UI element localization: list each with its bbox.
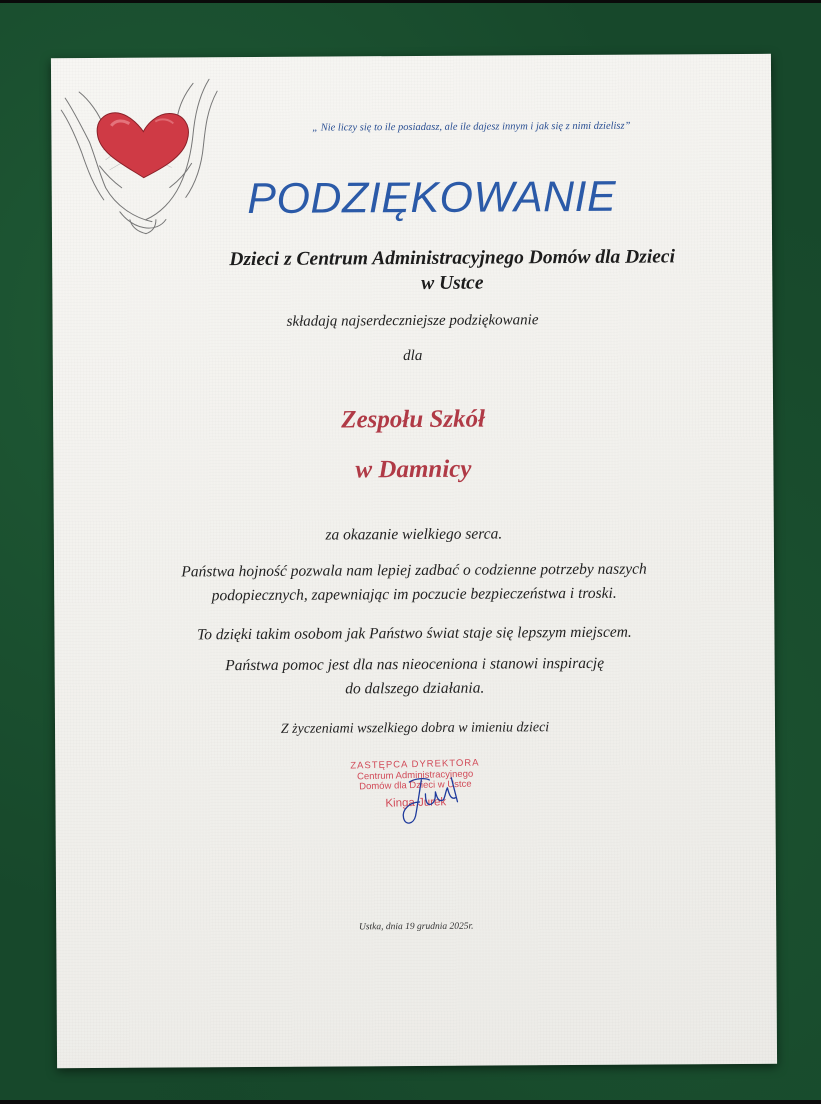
closing-text: Z życzeniami wszelkiego dobra w imieniu dzieci: [280, 720, 550, 737]
paragraph-3-line-1: Państwa pomoc jest dla nas nieoceniona i stanowi inspirację: [225, 654, 605, 675]
recipient-line-1: Zespołu Szkół: [341, 405, 486, 434]
sender-line-2: w Ustce: [421, 272, 484, 294]
sender-line-1: Dzieci z Centrum Administracyjnego Domów dla Dzieci: [229, 246, 676, 271]
paragraph-3-line-2: do dalszego działania.: [345, 679, 485, 698]
recipient-line-2: w Damnicy: [355, 455, 472, 484]
certificate-paper: [51, 54, 777, 1068]
paragraph-1-line-1: Państwa hojność pozwala nam lepiej zadbać o codzienne potrzeby naszych: [181, 560, 647, 581]
stamp-org-line-1: Centrum Administracyjnego: [356, 768, 474, 782]
paragraph-2: To dzięki takim osobom jak Państwo świat staje się lepszym miejscem.: [197, 623, 632, 644]
document-title: PODZIĘKOWANIE: [247, 172, 617, 224]
stamp-name: Kinga Jurek: [385, 795, 447, 810]
intro-text: składają najserdeczniejsze podziękowanie: [286, 312, 539, 330]
paragraph-1-line-2: podopiecznych, zapewniając im poczucie bezpieczeństwa i troski.: [211, 584, 617, 605]
stamp-role: ZASTĘPCA DYREKTORA: [350, 757, 480, 772]
motto-quote: „ Nie liczy się to ile posiadasz, ale ile dajesz innym i jak się z nimi dzielisz”: [312, 120, 631, 134]
date-place: Ustka, dnia 19 grudnia 2025r.: [358, 921, 474, 933]
for-word: dla: [403, 347, 423, 365]
reason-text: za okazanie wielkiego serca.: [325, 525, 503, 544]
stamp-org-line-2: Domów dla Dzieci w Ustce: [359, 778, 472, 793]
handwritten-signature: [395, 772, 465, 832]
